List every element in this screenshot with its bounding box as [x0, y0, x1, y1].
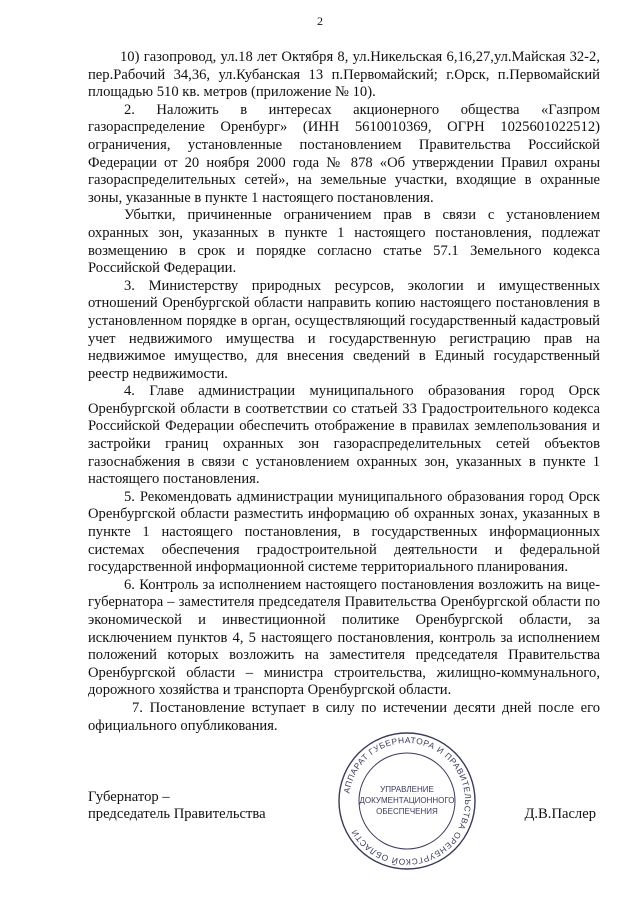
- seal-graphic: [336, 730, 478, 872]
- paragraph-item-10: 10) газопровод, ул.18 лет Октября 8, ул.Никельская 6,16,27,ул.Майская 32-2, пер.Рабочий 34,36, ул.Кубанская 13 п.Первомайский; г.Орск, п.Первомайский площадью 510 кв. метров (приложение № 10).: [88, 49, 600, 101]
- paragraph-3: 3. Министерству природных ресурсов, экологии и имущественных отношений Оренбургской области направить копию настоящего постановления в установленном порядке в орган, осуществляющий государственный кадастровый учет недвижимого имущества и государственную регистрацию прав на недвижимое имущество, для внесения сведений в Единый государственный реестр недвижимости.: [88, 277, 600, 382]
- seal-inner-line-2: ДОКУМЕНТАЦИОННОГО: [359, 796, 455, 805]
- document-body: [88, 49, 600, 735]
- page-number: 2: [317, 14, 323, 28]
- seal-inner-line-3: ОБЕСПЕЧЕНИЯ: [376, 807, 438, 816]
- paragraph-6: 6. Контроль за исполнением настоящего постановления возложить на вице-губернатора – заместителя председателя Правительства Оренбургской области по экономической и инвестиционной политике Оренбургской области, за исключением пунктов 4, 5 настоящего постановления, контроль за исполнением положений которых возложить на заместителя председателя Правительства Оренбургской области – министра строительства, жилищно-коммунального, дорожного хозяйства и транспорта Оренбургской области.: [88, 576, 600, 699]
- signature-title-line-1: Губернатор –: [88, 789, 170, 805]
- seal-outer-text: АППАРАТ ГУБЕРНАТОРА И ПРАВИТЕЛЬСТВА ОРЕНБУРГСКОЙ ОБЛАСТИ: [341, 734, 474, 868]
- signature-title-line-2: председатель Правительства: [88, 806, 266, 822]
- official-seal-stamp: [336, 730, 478, 872]
- paragraph-5: 5. Рекомендовать администрации муниципального образования город Орск Оренбургской области разместить информацию об охранных зонах, указанных в пункте 1 настоящего постановления, в государственных информационных системах обеспечения градостроительной деятельности и федеральной государственной информационной системе территориального планирования.: [88, 488, 600, 576]
- paragraph-losses: Убытки, причиненные ограничением прав в связи с установлением охранных зон, указанных в пункте 1 настоящего постановления, подлежат возмещению в срок и порядке согласно статье 57.1 Земельного кодекса Российской Федерации.: [88, 207, 600, 277]
- signature-title-block: [88, 789, 288, 823]
- paragraph-7: 7. Постановление вступает в силу по истечении десяти дней после его официального опубликования.: [88, 699, 600, 734]
- seal-inner-line-1: УПРАВЛЕНИЕ: [380, 785, 434, 794]
- paragraph-4: 4. Главе администрации муниципального образования город Орск Оренбургской области в соответствии со статьей 33 Градостроительного кодекса Российской Федерации обеспечить отображение в правилах землепользования и застройки границ охранных зон газораспределительных сетей объектов газоснабжения в связи с установлением охранных зон, указанных в пункте 1 настоящего постановления.: [88, 383, 600, 488]
- paragraph-2: 2. Наложить в интересах акционерного общества «Газпром газораспределение Оренбург» (ИНН 5610010369, ОГРН 1025601022512) ограничения, установленные постановлением Правительства Российской Федерации от 20 ноября 2000 года № 878 «Об утверждении Правил охраны газораспределительных сетей», на земельные участки, входящие в охранные зоны, указанные в пункте 1 настоящего постановления.: [88, 101, 600, 206]
- signer-name: Д.В.Паслер: [524, 806, 596, 822]
